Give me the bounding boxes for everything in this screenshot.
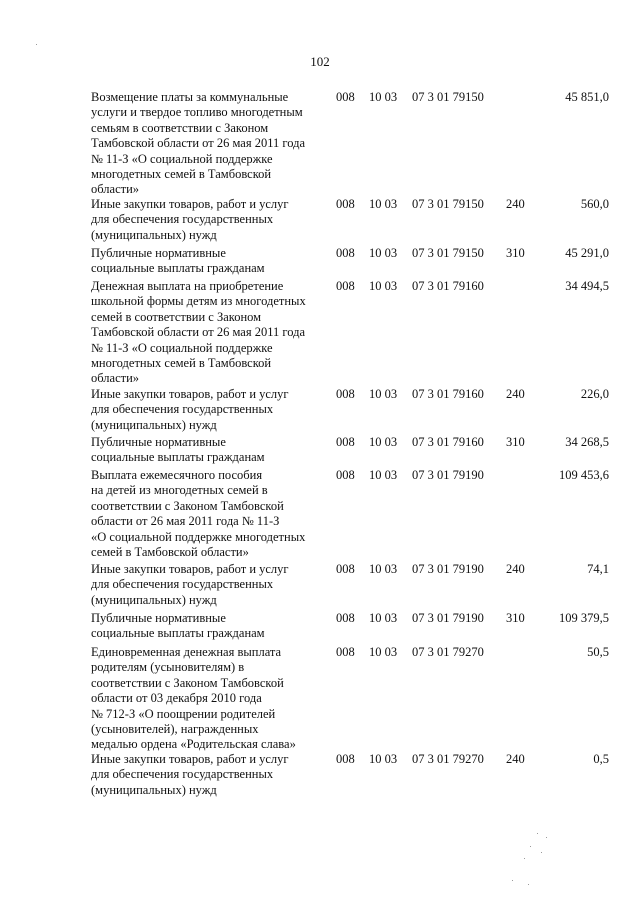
row-section-code: 10 03 — [369, 435, 398, 449]
row-expense-code: 240 — [506, 387, 525, 401]
scan-speck — [36, 44, 37, 45]
row-target-code: 07 3 01 79190 — [412, 468, 484, 482]
row-ministry-code: 008 — [336, 279, 355, 293]
scan-speck — [530, 846, 531, 847]
row-name: Единовременная денежная выплата родителям (усыновителям) в соответствии с Законом Тамбовской области от 03 декабря 2010 года № 712-З «О поощрении родителей (усыновителей), награжденных медалью ордена «Родительская слава» — [91, 645, 296, 752]
row-ministry-code: 008 — [336, 752, 355, 766]
row-target-code: 07 3 01 79270 — [412, 752, 484, 766]
scan-speck — [546, 837, 547, 838]
row-expense-code: 240 — [506, 562, 525, 576]
row-target-code: 07 3 01 79150 — [412, 246, 484, 260]
row-section-code: 10 03 — [369, 752, 398, 766]
row-name: Иные закупки товаров, работ и услуг для обеспечения государственных (муниципальных) нужд — [91, 387, 289, 432]
row-amount: 74,1 — [587, 562, 609, 576]
row-target-code: 07 3 01 79160 — [412, 435, 484, 449]
row-amount: 50,5 — [587, 645, 609, 659]
row-ministry-code: 008 — [336, 562, 355, 576]
row-name: Выплата ежемесячного пособия на детей из многодетных семей в соответствии с Законом Тамбовской области от 26 мая 2011 года № 11-З «О социальной поддержке многодетных семей в Тамбовской области» — [91, 468, 306, 560]
row-target-code: 07 3 01 79190 — [412, 611, 484, 625]
row-amount: 45 291,0 — [565, 246, 609, 260]
row-section-code: 10 03 — [369, 468, 398, 482]
row-amount: 45 851,0 — [565, 90, 609, 104]
row-section-code: 10 03 — [369, 279, 398, 293]
row-amount: 109 453,6 — [559, 468, 609, 482]
row-target-code: 07 3 01 79160 — [412, 387, 484, 401]
scan-speck — [528, 884, 529, 885]
row-name: Публичные нормативные социальные выплаты гражданам — [91, 246, 265, 276]
row-amount: 0,5 — [593, 752, 609, 766]
row-ministry-code: 008 — [336, 387, 355, 401]
row-ministry-code: 008 — [336, 468, 355, 482]
row-expense-code: 310 — [506, 611, 525, 625]
row-name: Возмещение платы за коммунальные услуги и твердое топливо многодетным семьям в соответствии с Законом Тамбовской области от 26 мая 2011 года № 11-З «О социальной поддержке многодетных семей в Тамбовской области» — [91, 90, 306, 197]
row-ministry-code: 008 — [336, 197, 355, 211]
row-amount: 560,0 — [580, 197, 609, 211]
page-number: 102 — [310, 54, 330, 69]
row-section-code: 10 03 — [369, 246, 398, 260]
row-name: Иные закупки товаров, работ и услуг для обеспечения государственных (муниципальных) нужд — [91, 562, 289, 607]
row-section-code: 10 03 — [369, 90, 398, 104]
row-ministry-code: 008 — [336, 90, 355, 104]
row-expense-code: 310 — [506, 246, 525, 260]
row-ministry-code: 008 — [336, 645, 355, 659]
row-target-code: 07 3 01 79150 — [412, 197, 484, 211]
row-name: Публичные нормативные социальные выплаты гражданам — [91, 435, 265, 465]
scan-speck — [537, 833, 538, 834]
row-target-code: 07 3 01 79270 — [412, 645, 484, 659]
row-target-code: 07 3 01 79150 — [412, 90, 484, 104]
row-name: Денежная выплата на приобретение школьной формы детям из многодетных семей в соответствии с Законом Тамбовской области от 26 мая 2011 года № 11-З «О социальной поддержке многодетных семей в Тамбовской области» — [91, 279, 306, 386]
row-name: Иные закупки товаров, работ и услуг для обеспечения государственных (муниципальных) нужд — [91, 197, 289, 242]
row-section-code: 10 03 — [369, 611, 398, 625]
row-ministry-code: 008 — [336, 611, 355, 625]
row-target-code: 07 3 01 79190 — [412, 562, 484, 576]
row-amount: 34 494,5 — [565, 279, 609, 293]
row-section-code: 10 03 — [369, 645, 398, 659]
row-amount: 226,0 — [580, 387, 609, 401]
row-amount: 109 379,5 — [559, 611, 609, 625]
row-ministry-code: 008 — [336, 246, 355, 260]
row-section-code: 10 03 — [369, 562, 398, 576]
row-ministry-code: 008 — [336, 435, 355, 449]
row-section-code: 10 03 — [369, 197, 398, 211]
row-name: Иные закупки товаров, работ и услуг для обеспечения государственных (муниципальных) нужд — [91, 752, 289, 797]
row-target-code: 07 3 01 79160 — [412, 279, 484, 293]
scan-speck — [541, 852, 542, 853]
row-name: Публичные нормативные социальные выплаты гражданам — [91, 611, 265, 641]
row-expense-code: 310 — [506, 435, 525, 449]
scan-speck — [512, 880, 513, 881]
scan-speck — [524, 858, 525, 859]
row-amount: 34 268,5 — [565, 435, 609, 449]
row-section-code: 10 03 — [369, 387, 398, 401]
row-expense-code: 240 — [506, 752, 525, 766]
row-expense-code: 240 — [506, 197, 525, 211]
